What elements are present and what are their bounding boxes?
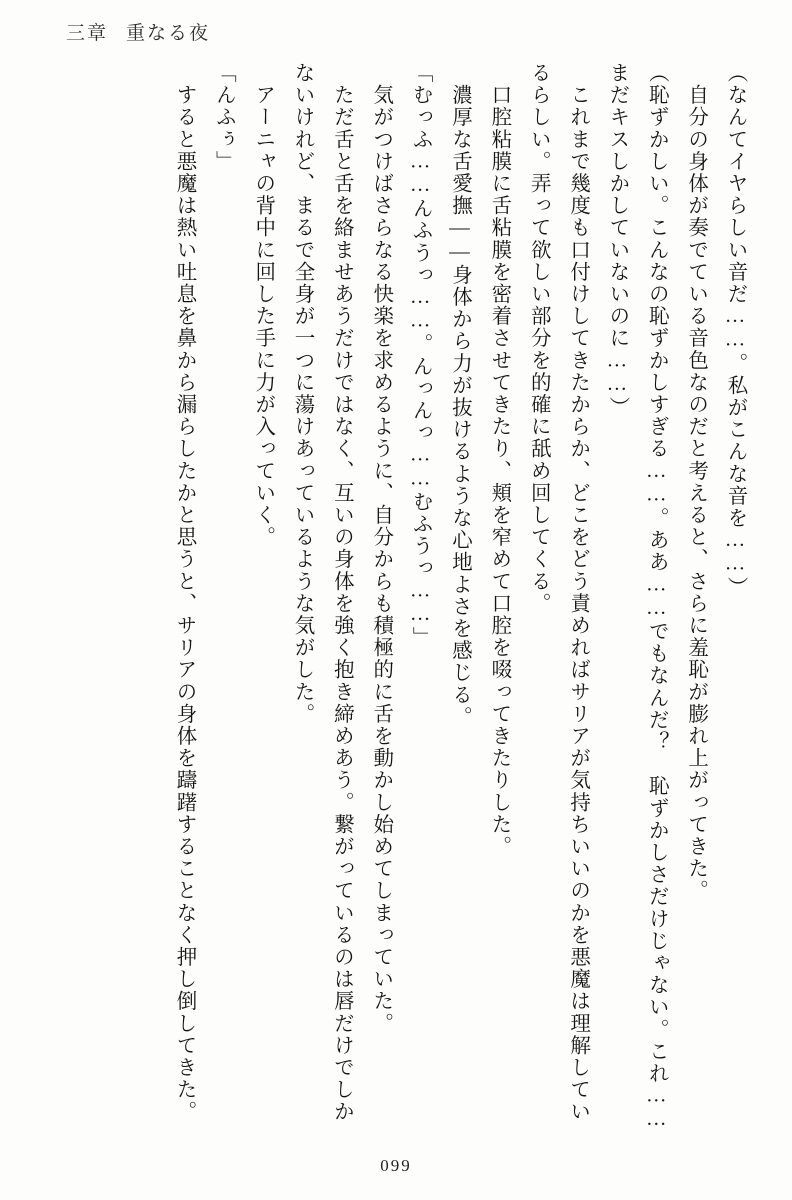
paragraph: 口腔粘膜に舌粘膜を密着させてきたり、頬を窄めて口腔を啜ってきたりした。 <box>487 62 510 858</box>
paragraph: （なんてイヤらしい音だ……。私がこんな音を……） <box>724 62 746 599</box>
chapter-title: 重なる夜 <box>126 23 211 44</box>
paragraph: これまで幾度も口付けしてきたからか、どこをどう責めればサリアが気持ちいいのかを悪魔は理解しているらしい。弄って欲しい部分を的確に舐め回してくる。 <box>527 62 589 1123</box>
page-body-text <box>54 62 754 1142</box>
paragraph: 「むっふ……んふうっ……。んっんっ……むふうっ……」 <box>409 62 432 649</box>
chapter-number: 三章 <box>66 23 109 44</box>
paragraph: 気がつけばさらなる快楽を求めるように、自分からも積極的に舌を動かし始めてしまっていた。 <box>369 62 392 1035</box>
paragraph: すると悪魔は熱い吐息を鼻から漏らしたかと思うと、サリアの身体を躊躇することなく押し倒してきた。 <box>172 62 195 1123</box>
paragraph: 自分の身体が奏でている音色なのだと考えると、さらに羞恥が膨れ上がってきた。 <box>684 62 707 902</box>
page-number: 099 <box>380 1156 412 1175</box>
paragraph: 「んふぅ」 <box>212 62 235 173</box>
paragraph: ただ舌と舌を絡ませあうだけではなく、互いの身体を強く抱き締めあう。繋がっているのは唇だけでしかないけれど、まるで全身が一つに蕩けあっているような気がした。 <box>291 62 353 1123</box>
running-head <box>66 18 210 45</box>
paragraph: 濃厚な舌愛撫――身体から力が抜けるような心地よさを感じる。 <box>448 62 471 728</box>
paragraph: アーニャの背中に回した手に力が入っていく。 <box>251 62 274 549</box>
paragraph: （恥ずかしい。こんなの恥ずかしすぎる……。ああ……でもなんだ？ 恥ずかしさだけじゃない。これ……まだキスしかしていないのに……） <box>605 62 668 1132</box>
